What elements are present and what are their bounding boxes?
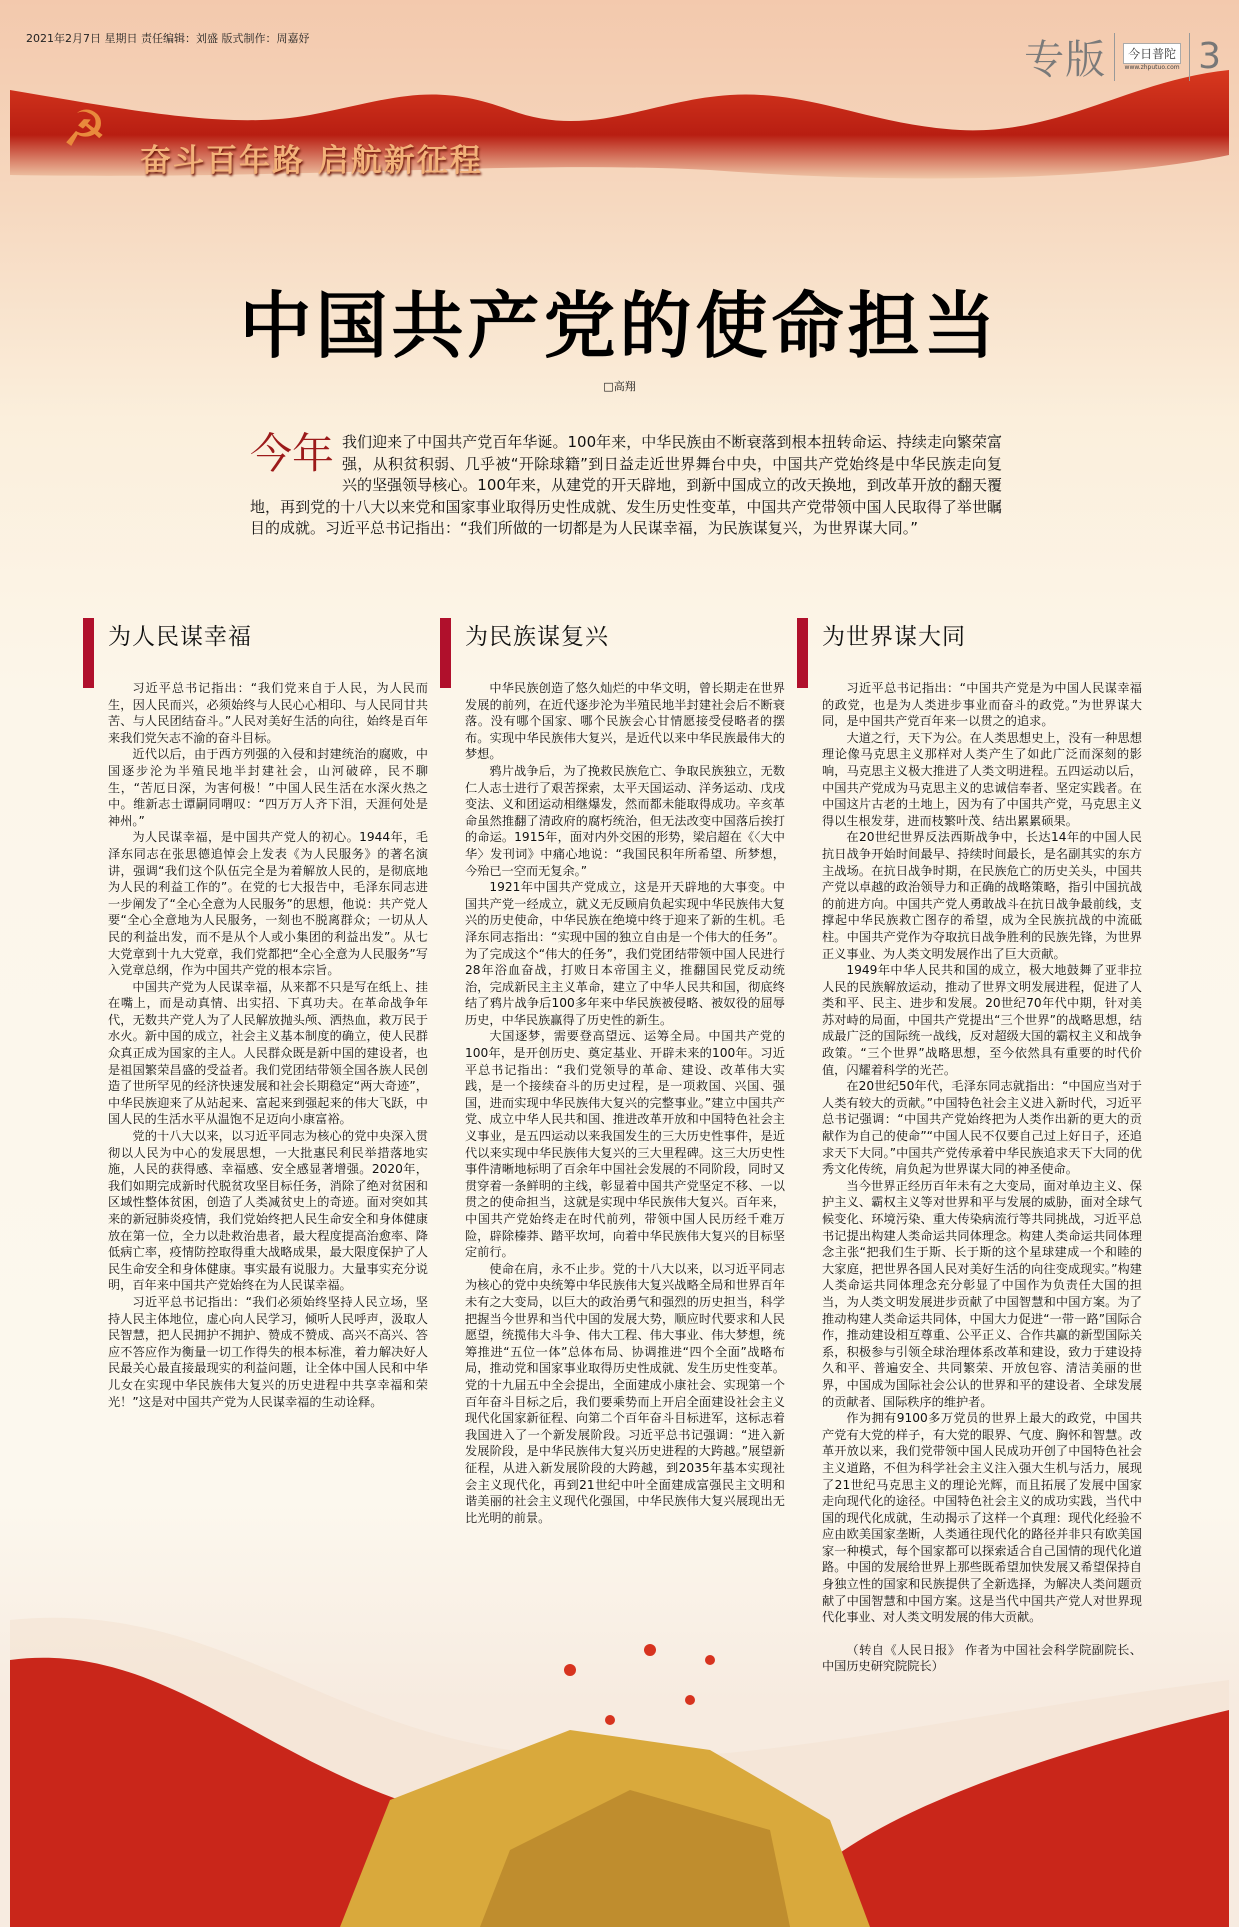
paragraph: 大国逐梦，需要登高望远、运筹全局。中国共产党的100年，是开创历史、奠定基业、开辟未来的100年。习近平总书记指出：“我们党领导的革命、建设、改革伟大实践，是一个接续奋斗的历史过程，是一项救国、兴国、强国，进而实现中华民族伟大复兴的完整事业。”建立中国共产党、成立中华人民共和国、推进改革开放和中国特色社会主义事业，是五四运动以来我国发生的三大历史性事件，是近代以来实现中华民族伟大复兴的三大里程碑。这三大历史性事件清晰地标明了百余年中国社会发展的不同阶段，同时又贯穿着一条鲜明的主线，彰显着中国共产党坚定不移、一以贯之的使命担当，这就是实现中华民族伟大复兴。百年来，中国共产党始终走在时代前列，带领中国人民历经千难万险，辟除榛莽、踏平坎坷，向着中华民族伟大复兴的目标坚定前行。 xyxy=(465,1029,785,1260)
paragraph: 大道之行，天下为公。在人类思想史上，没有一种思想理论像马克思主义那样对人类产生了如此广泛而深刻的影响，马克思主义极大推进了人类文明进程。五四运动以后，中国共产党成为马克思主义的忠诚信奉者、坚定实践者。在中国这片古老的土地上，因为有了中国共产党，马克思主义得以生根发芽，进而枝繁叶茂、结出累累硕果。 xyxy=(822,730,1142,828)
paper-logo xyxy=(1123,43,1181,71)
hammer-sickle-icon: ☭ xyxy=(62,100,107,158)
intro-text: 我们迎来了中国共产党百年华诞。100年来，中华民族由不断衰落到根本扭转命运、持续走向繁荣富强，从积贫积弱、几乎被“开除球籍”到日益走近世界舞台中央，中国共产党始终是中华民族走向复兴的坚强领导核心。100年来，从建党的开天辟地，到新中国成立的改天换地，到改革开放的翻天覆地，再到党的十八大以来党和国家事业取得历史性成就、发生历史性变革，中国共产党带领中国人民取得了举世瞩目的成就。习近平总书记指出：“我们所做的一切都是为人民谋幸福，为民族谋复兴，为世界谋大同。” xyxy=(250,433,1002,537)
source-note: （转自《人民日报》 作者为中国社会科学院副院长、中国历史研究院院长） xyxy=(822,1642,1142,1674)
paragraph: 1949年中华人民共和国的成立，极大地鼓舞了亚非拉人民的民族解放运动，推动了世界文明发展进程，促进了人类和平、民主、进步和发展。20世纪70年代中期，针对美苏对峙的局面，中国共产党提出“三个世界”的战略思想，结成最广泛的国际统一战线，反对超级大国的霸权主义和战争政策。“三个世界”战略思想，至今依然具有重要的时代价值，闪耀着科学的光芒。 xyxy=(822,963,1142,1077)
paragraph: 近代以后，由于西方列强的入侵和封建统治的腐败，中国逐步沦为半殖民地半封建社会，山河破碎，民不聊生，“苦厄日深，为害何极！”中国人民生活在水深火热之中。维新志士谭嗣同喟叹：“四万万人齐下泪，天涯何处是神州。” xyxy=(108,747,428,828)
paragraph: 中华民族创造了悠久灿烂的中华文明，曾长期走在世界发展的前列，在近代逐步沦为半殖民地半封建社会后不断衰落。没有哪个国家、哪个民族会心甘情愿接受侵略者的摆布。实现中华民族伟大复兴，是近代以来中华民族最伟大的梦想。 xyxy=(465,681,785,762)
dateline: 2021年2月7日 星期日 责任编辑：刘盛 版式制作：周嘉妤 xyxy=(26,32,310,45)
paragraph: 中国共产党为人民谋幸福，从来都不只是写在纸上、挂在嘴上，而是动真情、出实招、下真功夫。在革命战争年代，无数共产党人为了人民解放抛头颅、洒热血，救万民于水火。新中国的成立，社会主义基本制度的确立，使人民群众真正成为国家的主人。人民群众既是新中国的建设者，也是祖国繁荣昌盛的受益者。我们党团结带领全国各族人民创造了世所罕见的经济快速发展和社会长期稳定“两大奇迹”，中华民族迎来了从站起来、富起来到强起来的伟大飞跃，中国人民的生活水平从温饱不足迈向小康富裕。 xyxy=(108,979,428,1127)
paragraph: 党的十八大以来，以习近平同志为核心的党中央深入贯彻以人民为中心的发展思想，一大批惠民利民举措落地实施，人民的获得感、幸福感、安全感显著增强。2020年，我们如期完成新时代脱贫攻坚目标任务，消除了绝对贫困和区域性整体贫困，创造了人类减贫史上的奇迹。面对突如其来的新冠肺炎疫情，我们党始终把人民生命安全和身体健康放在第一位，全力以赴救治患者，最大程度提高治愈率、降低病亡率，疫情防控取得重大战略成果，最大限度保护了人民生命安全和身体健康。事实最有说服力。大量事实充分说明，百年来中国共产党始终在为人民谋幸福。 xyxy=(108,1129,428,1293)
paper-logo-text: 今日普陀 xyxy=(1123,43,1181,64)
section-marker xyxy=(440,618,451,688)
divider xyxy=(1114,33,1115,81)
article-title: 中国共产党的使命担当 xyxy=(239,284,1000,368)
paragraph: 使命在肩，永不止步。党的十八大以来，以习近平同志为核心的党中央统筹中华民族伟大复兴战略全局和世界百年未有之大变局，以巨大的政治勇气和强烈的历史担当，科学把握当今世界和当代中国的发展大势，顺应时代要求和人民愿望，统揽伟大斗争、伟大工程、伟大事业、伟大梦想，统筹推进“五位一体”总体布局、协调推进“四个全面”战略布局，推动党和国家事业取得历史性成就、发生历史性变革。党的十九届五中全会提出，全面建成小康社会、实现第一个百年奋斗目标之后，我们要乘势而上开启全面建设社会主义现代化国家新征程、向第二个百年奋斗目标进军，这标志着我国进入了一个新发展阶段。习近平总书记强调：“进入新发展阶段，是中华民族伟大复兴历史进程的大跨越。”展望新征程，从进入新发展阶段的大跨越，到2035年基本实现社会主义现代化，再到21世纪中叶全面建成富强民主文明和谐美丽的社会主义现代化强国，中华民族伟大复兴展现出无比光明的前景。 xyxy=(465,1261,785,1525)
page-number: 3 xyxy=(1198,36,1221,77)
section-heading: 为世界谋大同 xyxy=(822,624,966,650)
section-marker xyxy=(797,618,808,688)
section-label: 专版 xyxy=(1024,37,1107,83)
paragraph: 习近平总书记指出：“我们必须始终坚持人民立场，坚持人民主体地位，虚心向人民学习，倾听人民呼声，汲取人民智慧，把人民拥护不拥护、赞成不赞成、高兴不高兴、答应不答应作为衡量一切工作得失的根本标准，着力解决好人民最关心最直接最现实的利益问题，让全体中国人民和中华儿女在实现中华民族伟大复兴的历史进程中共享幸福和荣光！”这是对中国共产党为人民谋幸福的生动诠释。 xyxy=(108,1294,428,1409)
paragraph: 鸦片战争后，为了挽救民族危亡、争取民族独立，无数仁人志士进行了艰苦探索，太平天国运动、洋务运动、戊戌变法、义和团运动相继爆发，然而都未能取得成功。辛亥革命虽然推翻了清政府的腐朽统治，但无法改变中国落后挨打的命运。1915年，面对内外交困的形势，梁启超在《〈大中华〉发刊词》中痛心地说：“我国民积年所希望、所梦想，今殆已一空而无复余。” xyxy=(465,763,785,878)
paragraph: 习近平总书记指出：“我们党来自于人民，为人民而生，因人民而兴，必须始终与人民心心相印、与人民同甘共苦、与人民团结奋斗。”人民对美好生活的向往，始终是百年来我们党矢志不渝的奋斗目标。 xyxy=(108,681,428,745)
banner-slogan: 奋斗百年路 启航新征程 xyxy=(140,143,483,179)
paragraph: 为人民谋幸福，是中国共产党人的初心。1944年，毛泽东同志在张思德追悼会上发表《为人民服务》的著名演讲，强调“我们这个队伍完全是为着解放人民的，是彻底地为人民的利益工作的”。在党的七大报告中，毛泽东同志进一步阐发了“全心全意为人民服务”的思想，他说：共产党人要“全心全意地为人民服务，一刻也不脱离群众；一切从人民的利益出发，而不是从个人或小集团的利益出发”。从七大党章到十九大党章，我们党都把“全心全意为人民服务”写入党章总纲，作为中国共产党的根本宗旨。 xyxy=(108,830,428,978)
paragraph: 习近平总书记指出：“中国共产党是为中国人民谋幸福的政党，也是为人类进步事业而奋斗的政党。”为世界谋大同，是中国共产党百年来一以贯之的追求。 xyxy=(822,681,1142,729)
paragraph: 1921年中国共产党成立，这是开天辟地的大事变。中国共产党一经成立，就义无反顾肩负起实现中华民族伟大复兴的历史使命，中华民族在绝境中终于迎来了新的生机。毛泽东同志指出：“实现中国的独立自由是一个伟大的任务”。为了完成这个“伟大的任务”，我们党团结带领中国人民进行28年浴血奋战，打败日本帝国主义，推翻国民党反动统治，完成新民主主义革命，建立了中华人民共和国，彻底终结了鸦片战争后100多年来中华民族被侵略、被奴役的屈辱历史，中华民族赢得了历史性的新生。 xyxy=(465,880,785,1027)
section-nation xyxy=(465,618,785,1526)
drop-cap: 今年 xyxy=(250,429,335,478)
section-heading: 为人民谋幸福 xyxy=(108,624,252,650)
paragraph: 在20世纪50年代，毛泽东同志就指出：“中国应当对于人类有较大的贡献。”中国特色社会主义进入新时代，习近平总书记强调：“中国共产党始终把为人类作出新的更大的贡献作为自己的使命”“中国人民不仅要自己过上好日子，还追求天下大同。”中国共产党传承着中华民族追求天下大同的优秀文化传统，肩负起为世界谋大同的神圣使命。 xyxy=(822,1079,1142,1177)
section-people xyxy=(108,618,428,1410)
divider xyxy=(1189,33,1190,81)
article-intro xyxy=(250,429,1002,540)
byline: □高翔 xyxy=(603,380,636,393)
paragraph: 当今世界正经历百年未有之大变局，面对单边主义、保护主义、霸权主义等对世界和平与发展的威胁，面对全球气候变化、环境污染、重大传染病流行等共同挑战，习近平总书记提出构建人类命运共同体理念。构建人类命运共同体理念主张“把我们生于斯、长于斯的这个星球建成一个和睦的大家庭，把世界各国人民对美好生活的向往变成现实。”构建人类命运共同体理念充分彰显了中国作为负责任大国的担当，为人类文明发展进步贡献了中国智慧和中国方案。为了推动构建人类命运共同体，中国大力促进“一带一路”国际合作，推动建设相互尊重、公平正义、合作共赢的新型国际关系，积极参与引领全球治理体系改革和建设，致力于建设持久和平、普遍安全、共同繁荣、开放包容、清洁美丽的世界，中国成为国际社会公认的世界和平的建设者、全球发展的贡献者、国际秩序的维护者。 xyxy=(822,1178,1142,1409)
section-marker xyxy=(83,618,94,688)
paragraph: 在20世纪世界反法西斯战争中，长达14年的中国人民抗日战争开始时间最早、持续时间最长，是名副其实的东方主战场。在抗日战争时期，在民族危亡的历史关头，中国共产党以卓越的政治领导力和正确的战略策略，指引中国抗战的前进方向。中国共产党人勇敢战斗在抗日战争最前线，支撑起中华民族救亡图存的希望，成为全民族抗战的中流砥柱。中国共产党作为夺取抗日战争胜利的民族先锋，为世界正义事业、为人类文明发展作出了巨大贡献。 xyxy=(822,830,1142,961)
paper-url: www.zhputuo.com xyxy=(1124,63,1180,71)
section-world xyxy=(822,618,1142,1675)
footer-illustration xyxy=(10,1600,1229,1927)
section-heading: 为民族谋复兴 xyxy=(465,624,609,650)
masthead xyxy=(1024,28,1221,85)
paragraph: 作为拥有9100多万党员的世界上最大的政党，中国共产党有大党的样子，有大党的眼界、气度、胸怀和智慧。改革开放以来，我们党带领中国人民成功开创了中国特色社会主义道路，不但为科学社会主义注入强大生机与活力，展现了21世纪马克思主义的理论光辉，而且拓展了发展中国家走向现代化的途径。中国特色社会主义的成功实践，当代中国的现代化成就，生动揭示了这样一个真理：现代化经验不应由欧美国家垄断，人类通往现代化的路径并非只有欧美国家一种模式，每个国家都可以探索适合自己国情的现代化道路。中国的发展给世界上那些既希望加快发展又希望保持自身独立性的国家和民族提供了全新选择，为解决人类问题贡献了中国智慧和中国方案。这是当代中国共产党人对世界现代化事业、对人类文明发展的伟大贡献。 xyxy=(822,1411,1142,1625)
